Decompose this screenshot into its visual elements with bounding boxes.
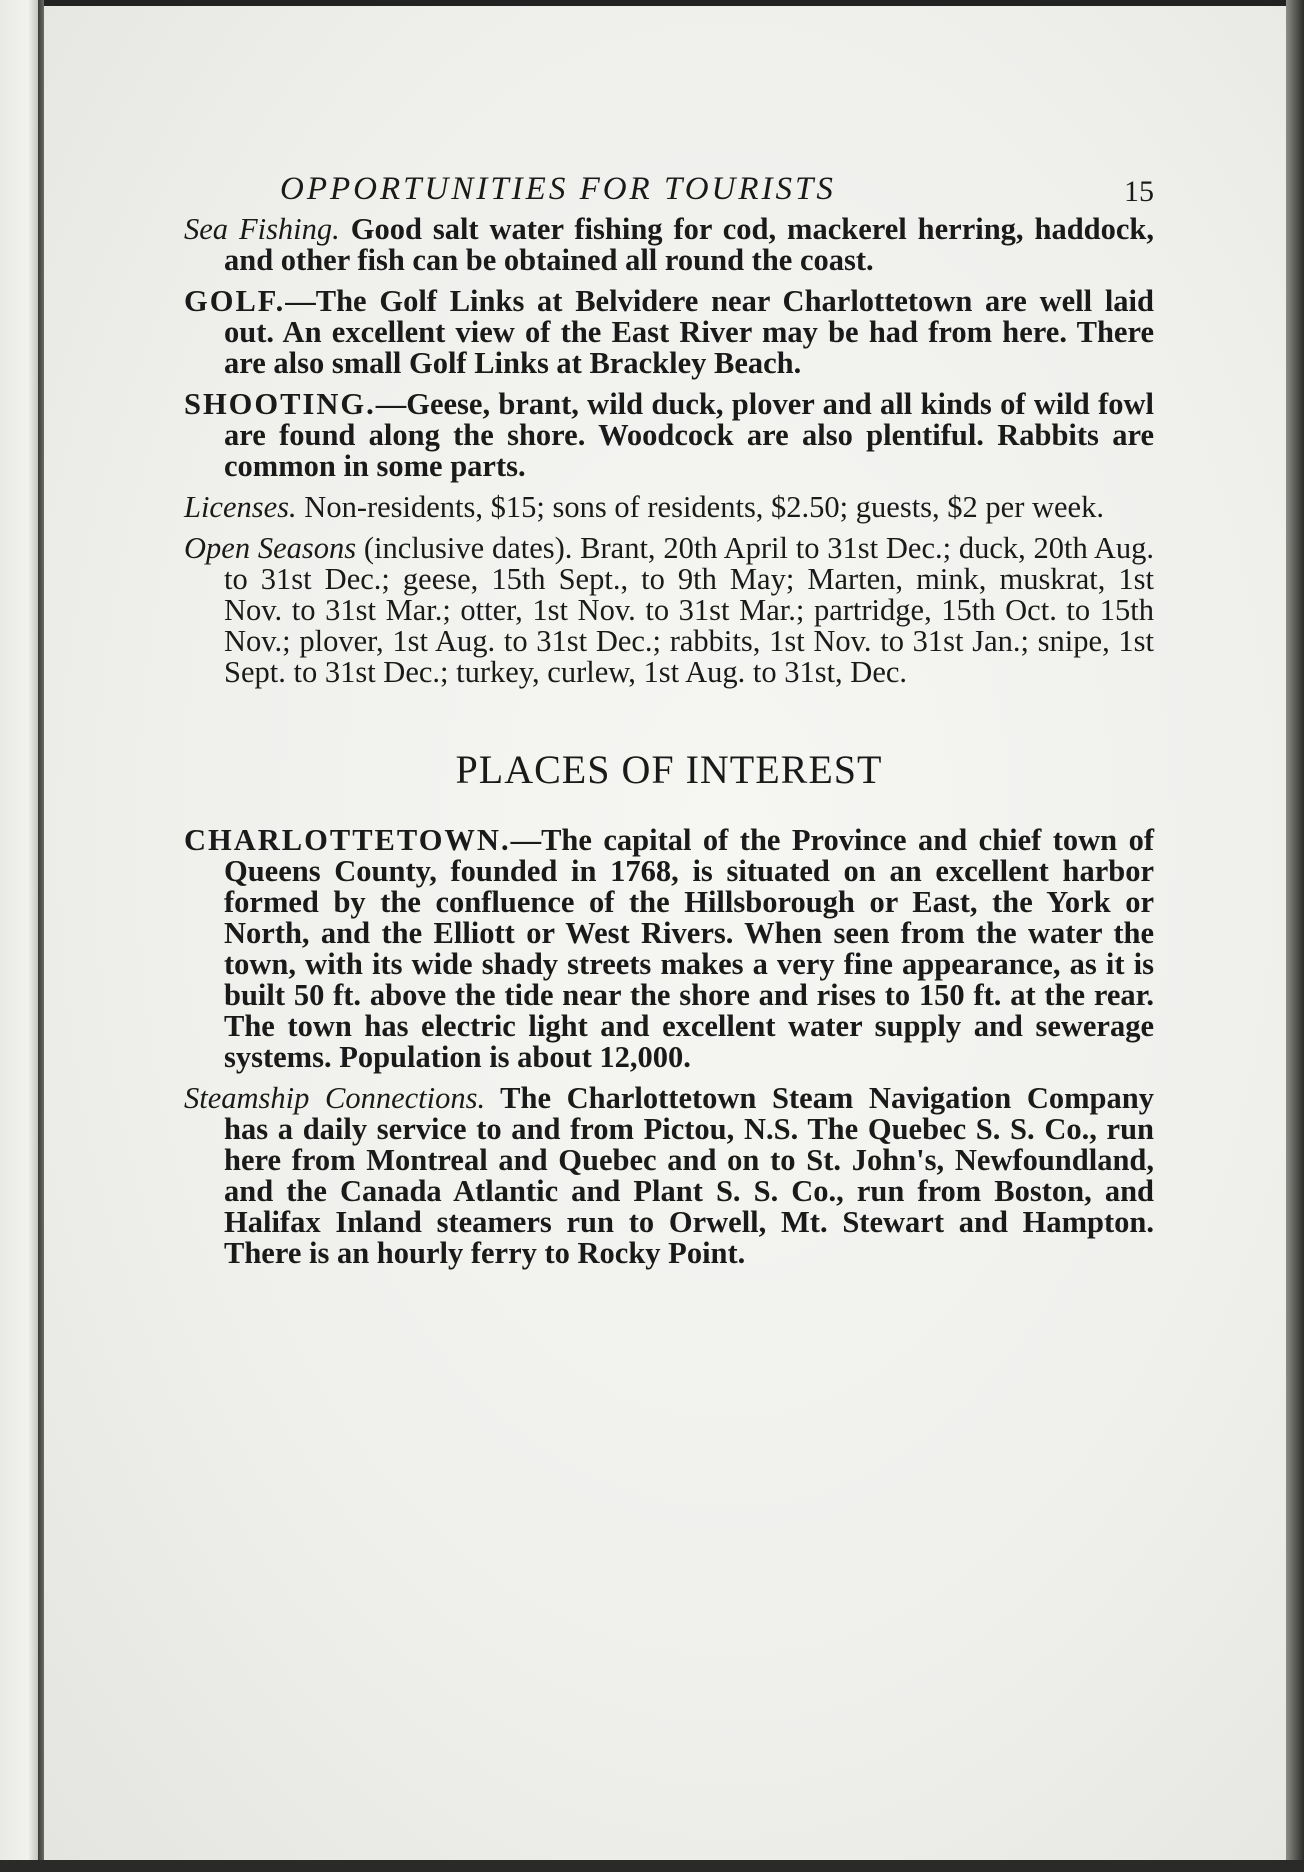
entry-shooting <box>184 389 1154 482</box>
entry-lead: Licenses. <box>184 490 297 524</box>
entry-steamship-connections <box>184 1083 1154 1269</box>
entry-lead: Open Seasons <box>184 531 357 565</box>
entry-open-seasons <box>184 533 1154 688</box>
entry-golf <box>184 286 1154 379</box>
entry-charlottetown <box>184 825 1154 1073</box>
entry-text: —The Golf Links at Belvidere near Charlottetown are well laid out. An excellent view of the East River may be had from here. There are also small Golf Links at Brackley Beach. <box>224 284 1154 380</box>
page-number: 15 <box>1124 175 1154 208</box>
entry-text: —The capital of the Province and chief town of Queens County, founded in 1768, is situated on an excellent harbor formed by the confluence of the Hillsborough or East, the York or North, and the Elliott or West Rivers. When seen from the water the town, with its wide shady streets makes a very fine appearance, as it is built 50 ft. above the tide near the shore and rises to 150 ft. at the rear. The town has electric light and excellent water supply and sewerage systems. Population is about 12,000. <box>224 823 1154 1074</box>
entry-text: The Charlottetown Steam Navigation Company has a daily service to and from Pictou, N.S. The Quebec S. S. Co., run here from Montreal and Quebec and on to St. John's, Newfoundland, and the Canada Atlantic and Plant S. S. Co., run from Boston, and Halifax Inland steamers run to Orwell, Mt. Stewart and Hampton. There is an hourly ferry to Rocky Point. <box>224 1081 1154 1270</box>
running-title: OPPORTUNITIES FOR TOURISTS <box>280 171 836 207</box>
running-head <box>184 168 1154 208</box>
entry-text: —Geese, brant, wild duck, plover and all kinds of wild fowl are found along the shore. Woodcock are also plentiful. Rabbits are common in some parts. <box>224 387 1154 483</box>
facing-page-edge <box>0 0 40 1872</box>
entry-lead: CHARLOTTETOWN. <box>184 823 511 857</box>
section-heading: PLACES OF INTEREST <box>455 747 883 792</box>
entry-sea-fishing <box>184 214 1154 276</box>
entry-lead: Sea Fishing. <box>184 212 340 246</box>
entry-lead: Steamship Connections. <box>184 1081 486 1115</box>
page-right-edge <box>1286 0 1304 1872</box>
entry-text: (inclusive dates). Brant, 20th April to 31st Dec.; duck, 20th Aug. to 31st Dec.; geese, 15th Sept., to 9th May; Marten, mink, muskrat, 1st Nov. to 31st Mar.; otter, 1st Nov. to 31st Mar.; partridge, 15th Oct. to 15th Nov.; plover, 1st Aug. to 31st Dec.; rabbits, 1st Nov. to 31st Jan.; snipe, 1st Sept. to 31st Dec.; turkey, curlew, 1st Aug. to 31st, Dec. <box>224 531 1155 689</box>
entry-lead: SHOOTING. <box>184 387 376 421</box>
entry-licenses <box>184 492 1154 523</box>
page-bottom-edge <box>0 1860 1304 1872</box>
entry-text: Good salt water fishing for cod, mackerel herring, haddock, and other fish can be obtained all round the coast. <box>224 212 1154 277</box>
page-content <box>184 168 1154 1279</box>
entry-text: Non-residents, $15; sons of residents, $2.50; guests, $2 per week. <box>296 490 1104 524</box>
entry-lead: GOLF. <box>184 284 286 318</box>
